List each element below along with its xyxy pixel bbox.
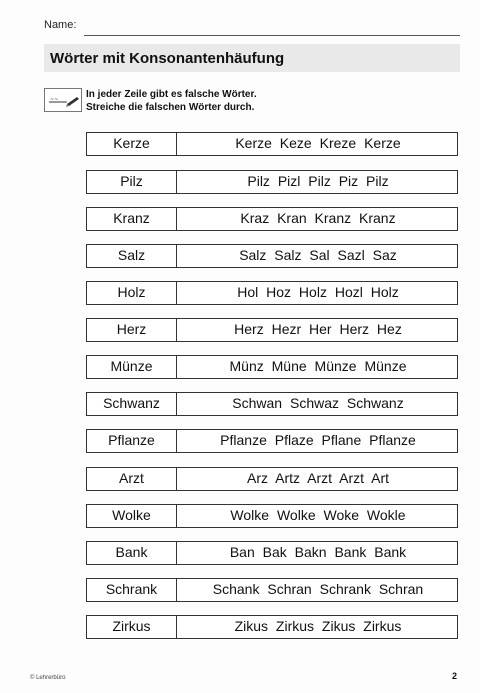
target-word: Wolke [87, 505, 177, 527]
word-variants[interactable]: Kerze Keze Kreze Kerze [235, 135, 401, 151]
word-row [86, 615, 458, 639]
target-word: Schwanz [87, 393, 177, 415]
word-variants[interactable]: Arz Artz Arzt Arzt Art [246, 470, 390, 486]
target-word: Arzt [87, 468, 177, 490]
word-variants[interactable]: Münz Müne Münze Münze [229, 358, 407, 374]
target-word: Münze [87, 356, 177, 378]
word-variants[interactable]: Pilz Pizl Pilz Piz Pilz [247, 173, 389, 189]
word-row [86, 244, 458, 268]
target-word: Pilz [87, 171, 177, 193]
word-variants[interactable]: Hol Hoz Holz Hozl Holz [237, 284, 399, 300]
target-word: Kranz [87, 208, 177, 230]
word-row [86, 578, 458, 602]
word-row [86, 429, 458, 453]
name-label: Name: [44, 19, 77, 31]
word-variants[interactable]: Kraz Kran Kranz Kranz [240, 210, 396, 226]
instruction-line-1: In jeder Zeile gibt es falsche Wörter. [86, 89, 257, 100]
word-row [86, 504, 458, 528]
target-word: Holz [87, 282, 177, 304]
word-row [86, 467, 458, 491]
word-variants[interactable]: Salz Salz Sal Sazl Saz [239, 247, 397, 263]
target-word: Salz [87, 245, 177, 267]
word-row [86, 170, 458, 194]
target-word: Bank [87, 542, 177, 564]
word-variants[interactable]: Herz Hezr Her Herz Hez [234, 321, 402, 337]
target-word: Pflanze [87, 430, 177, 452]
publisher-credit: © Lehrerbüro [30, 675, 66, 681]
word-row [86, 541, 458, 565]
word-row [86, 132, 458, 156]
instruction-line-2: Streiche die falschen Wörter durch. [86, 102, 255, 113]
word-variants[interactable]: Zikus Zirkus Zikus Zirkus [234, 618, 402, 634]
word-row [86, 318, 458, 342]
word-row [86, 392, 458, 416]
word-row [86, 207, 458, 231]
word-variants[interactable]: Ban Bak Bakn Bank Bank [229, 544, 407, 560]
word-row [86, 355, 458, 379]
word-variants[interactable]: Wolke Wolke Woke Wokle [230, 507, 406, 523]
svg-text:~~: ~~ [50, 97, 59, 103]
target-word: Herz [87, 319, 177, 341]
word-row [86, 281, 458, 305]
word-variants[interactable]: Schwan Schwaz Schwanz [232, 395, 404, 411]
page-title: Wörter mit Konsonantenhäufung [50, 50, 285, 67]
word-variants[interactable]: Pflanze Pflaze Pflane Pflanze [220, 432, 416, 448]
page-number: 2 [452, 671, 458, 681]
target-word: Schrank [87, 579, 177, 601]
target-word: Kerze [87, 133, 177, 155]
target-word: Zirkus [87, 616, 177, 638]
word-variants[interactable]: Schank Schran Schrank Schran [212, 581, 424, 597]
